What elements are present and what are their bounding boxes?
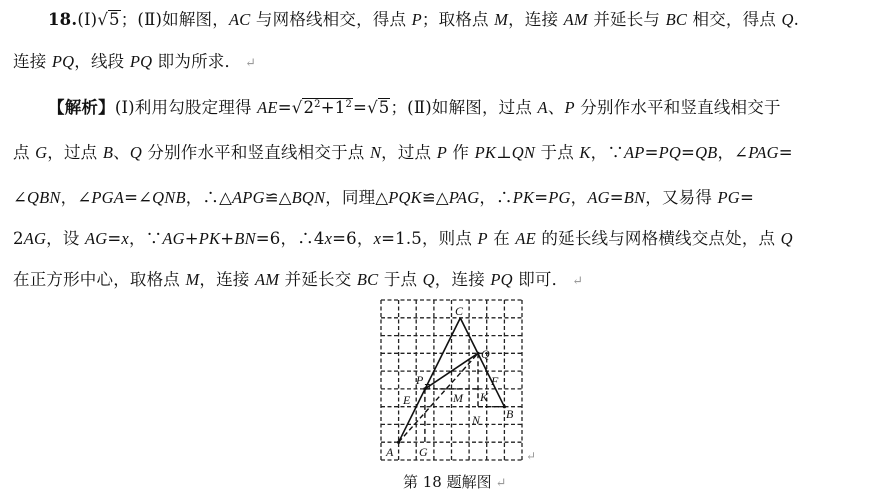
label-p: P <box>416 373 424 387</box>
figure-caption: 第 18 题解图 ↵ <box>403 473 507 491</box>
label-a: A <box>386 445 394 459</box>
analysis-label: 【解析】 <box>48 98 115 117</box>
label-g: G <box>419 445 428 459</box>
label-f: F <box>491 374 499 388</box>
label-n: N <box>472 413 481 427</box>
label-k: K <box>480 390 489 404</box>
paragraph-mark-icon: ↵ <box>495 476 507 491</box>
question-number: 18. <box>48 10 78 29</box>
answer-line-1: 18.(Ⅰ)√5；(Ⅱ)如解图，AC 与网格线相交，得点 P；取格点 M，连接 AM 并延长与 BC 相交，得点 Q. <box>48 10 800 29</box>
analysis-line-5: 在正方形中心，取格点 M，连接 AM 并延长交 BC 于点 Q，连接 PQ 即可． ↵ <box>13 270 584 289</box>
analysis-line-3: ∠QBN，∠PGA=∠QNB，∴△APG≌△BQN，同理△PQK≌△PAG，∴PK=PG，AG=BN，又易得 PG= <box>13 188 754 207</box>
sqrt-symbol: √ <box>97 10 109 29</box>
analysis-line-1: 【解析】(Ⅰ)利用勾股定理得 $AE=√2^2+1^2=√5$；(Ⅱ)如解图，过点 A、P 分别作水平和竖直线相交于 <box>48 98 781 117</box>
label-c: C <box>455 304 464 318</box>
answer-line-2: 连接 PQ，线段 PQ 即为所求． ↵ <box>13 52 257 71</box>
label-q: Q <box>481 347 490 361</box>
label-b: B <box>506 407 514 421</box>
analysis-line-2: 点 G，过点 B、Q 分别作水平和竖直线相交于点 N，过点 P 作 PK⊥QN 于点 K，∵AP=PQ=QB，∠PAG= <box>13 143 793 162</box>
paragraph-mark-icon: ↵ <box>572 274 584 289</box>
analysis-line-4: 2AG，设 AG=x，∵AG+PK+BN=6，∴4x=6，x=1.5，则点 P 在 AE 的延长线与网格横线交点处，点 Q <box>13 229 793 248</box>
paragraph-mark-icon: ↵ <box>526 449 537 463</box>
segment-aq-dashed <box>399 353 478 442</box>
label-e: E <box>403 393 411 407</box>
geometry-figure <box>370 295 545 470</box>
label-m: M <box>453 391 463 405</box>
paragraph-mark-icon: ↵ <box>245 56 257 71</box>
